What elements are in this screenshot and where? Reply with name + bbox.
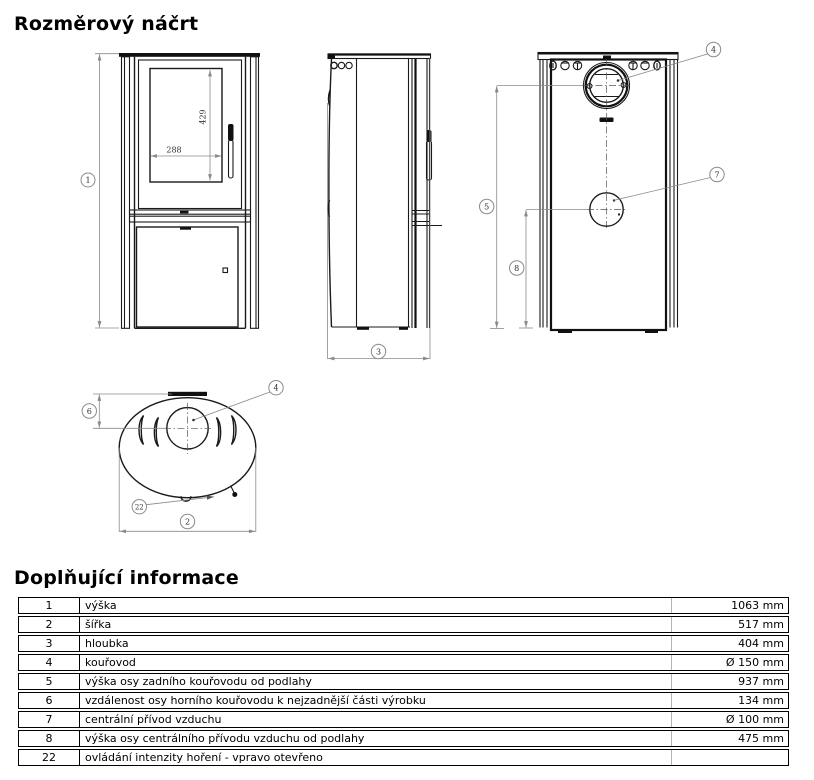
- balloon-2-label: 2: [184, 517, 191, 527]
- balloon-22: [132, 500, 146, 514]
- front-glass-height-dimension: [199, 70, 211, 181]
- row-number: 4: [19, 655, 80, 670]
- balloon-7: [710, 167, 724, 181]
- row-description: výška: [80, 598, 672, 613]
- table-row: [18, 616, 789, 633]
- front-overall-height-dimension: [95, 54, 119, 328]
- row-value: Ø 100 mm: [725, 713, 784, 726]
- table-row: [18, 635, 789, 652]
- row-description: ovládání intenzity hoření - vpravo otevřeno: [80, 750, 672, 765]
- balloon-4-top: [269, 381, 283, 395]
- row-value: 937 mm: [738, 675, 784, 688]
- rear-air-height-dimension: [519, 210, 589, 329]
- rear-flue-height-dimension: [490, 86, 583, 329]
- row-description: výška osy zadního kouřovodu od podlahy: [80, 674, 672, 689]
- front-view-drawing: [70, 40, 270, 350]
- front-glass-width-dimension: [151, 146, 222, 157]
- section-title: Doplňující informace: [14, 567, 239, 589]
- front-door-handle: [228, 124, 234, 178]
- row-description: výška osy centrálního přívodu vzduchu od podlahy: [80, 731, 672, 746]
- row-description: centrální přívod vzduchu: [80, 712, 672, 727]
- row-description: šířka: [80, 617, 672, 632]
- table-row: [18, 673, 789, 690]
- balloon-8-label: 8: [514, 263, 520, 273]
- lower-door-latch: [223, 268, 228, 273]
- balloon-8: [510, 261, 524, 275]
- balloon-5-label: 5: [484, 202, 490, 212]
- table-row: [18, 749, 789, 766]
- row-number: 22: [19, 750, 80, 765]
- front-glass-window: [150, 69, 222, 183]
- balloon-7-label: 7: [714, 170, 720, 180]
- row-number: 6: [19, 693, 80, 708]
- side-stove-body: [328, 54, 442, 330]
- side-view-drawing: [300, 40, 460, 370]
- balloon-4: [706, 42, 720, 56]
- table-row: [18, 654, 789, 671]
- balloon-5: [480, 199, 494, 213]
- row-description: hloubka: [80, 636, 672, 651]
- front-lower-door: [137, 227, 239, 327]
- top-rear-edge: [168, 392, 207, 396]
- row-description: kouřovod: [80, 655, 672, 670]
- row-number: 1: [19, 598, 80, 613]
- row-value: 517 mm: [738, 618, 784, 631]
- table-row: [18, 711, 789, 728]
- row-number: 7: [19, 712, 80, 727]
- balloon-22-label: 22: [134, 503, 144, 512]
- table-row: [18, 597, 789, 614]
- balloon-3: [371, 344, 385, 358]
- top-view-drawing: [60, 375, 300, 535]
- rear-stove-body: [538, 53, 678, 334]
- page-title: Rozměrový náčrt: [14, 13, 199, 35]
- balloon-6: [82, 404, 96, 418]
- row-value: [672, 750, 788, 765]
- side-air-holes: [331, 62, 352, 68]
- balloon-2: [180, 514, 194, 528]
- balloon-3-label: 3: [375, 347, 382, 357]
- top-stove-outline: [119, 392, 256, 501]
- glass-width-label: 288: [166, 145, 182, 155]
- row-number: 5: [19, 674, 80, 689]
- table-row: [18, 730, 789, 747]
- burn-control-lever: [231, 486, 238, 498]
- row-number: 3: [19, 636, 80, 651]
- row-description: vzdálenost osy horního kouřovodu k nejzadnější části výrobku: [80, 693, 672, 708]
- balloon-4-top-label: 4: [273, 383, 279, 393]
- glass-height-label: 429: [198, 109, 208, 125]
- row-value: 404 mm: [738, 637, 784, 650]
- balloon-1-label: 1: [85, 175, 91, 185]
- front-divider-band: [130, 210, 251, 222]
- rear-view-drawing: [475, 35, 740, 345]
- row-value: 475 mm: [738, 732, 784, 745]
- front-stove-body: [119, 53, 260, 328]
- rear-back-plate: [551, 60, 666, 331]
- balloon-1: [81, 173, 95, 187]
- row-value: 134 mm: [738, 694, 784, 707]
- table-row: [18, 692, 789, 709]
- balloon-4-label: 4: [710, 45, 717, 55]
- row-number: 8: [19, 731, 80, 746]
- row-value: Ø 150 mm: [725, 656, 784, 669]
- top-flue-offset-dimension: [93, 394, 172, 428]
- additional-info-table: [18, 597, 789, 768]
- balloon-6-label: 6: [86, 406, 92, 416]
- row-number: 2: [19, 617, 80, 632]
- row-value: 1063 mm: [731, 599, 784, 612]
